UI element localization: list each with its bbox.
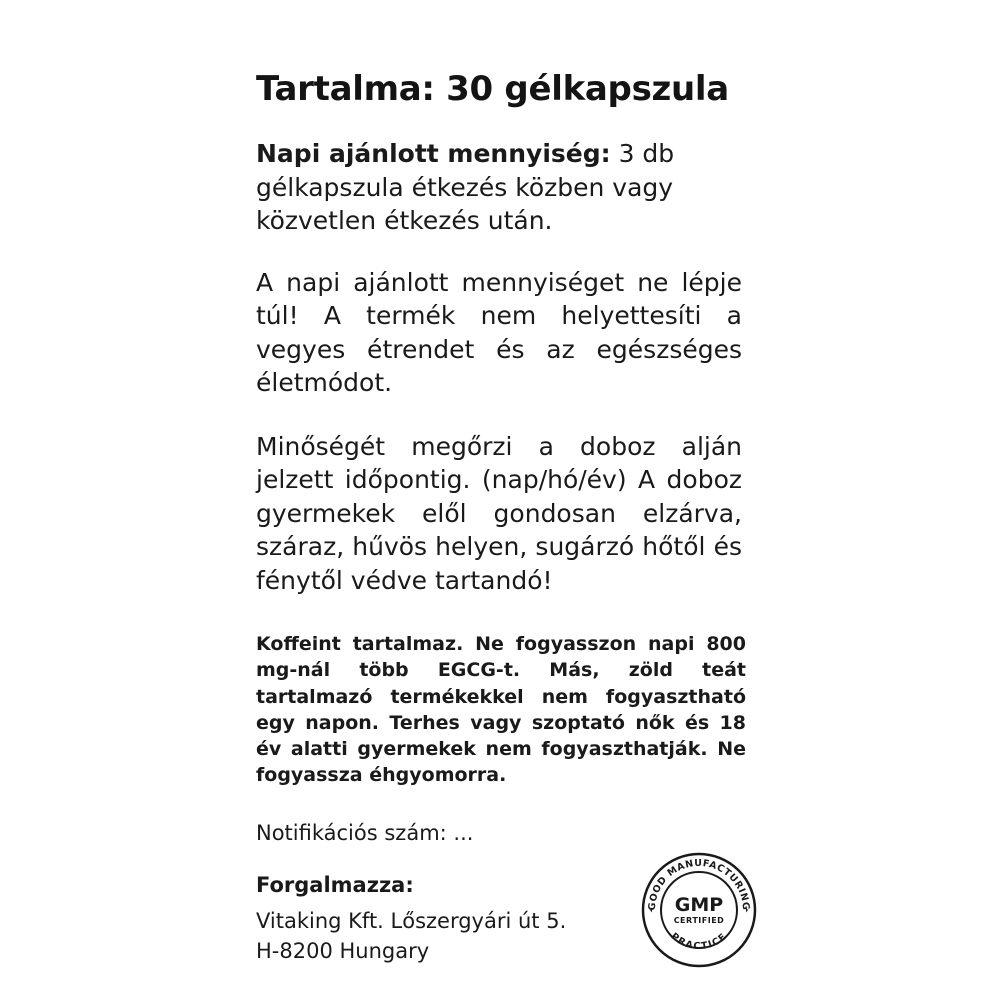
svg-text:GMP: GMP bbox=[674, 894, 724, 916]
distributor-address-line-1: Vitaking Kft. Lőszergyári út 5. bbox=[256, 909, 567, 933]
svg-text:CERTIFIED: CERTIFIED bbox=[673, 916, 725, 925]
distributor-heading: Forgalmazza: bbox=[256, 872, 414, 897]
page-title: Tartalma: 30 gélkapszula bbox=[256, 69, 729, 109]
caffeine-warning: Koffeint tartalmaz. Ne fogyasszon napi 800 mg-nál több EGCG-t. Más, zöld teát tartalmazó termékekkel nem fogyasztható egy napon. Terhes vagy szoptató nők és 18 év alatti gyermekek nem fogyaszthatják. Ne fogyassza éhgyomorra. bbox=[256, 633, 746, 787]
svg-text:PRACTICE: PRACTICE bbox=[668, 930, 730, 953]
gmp-certified-seal bbox=[641, 852, 757, 968]
paragraph-recommendation: A napi ajánlott mennyiséget ne lépje túl! A termék nem helyettesíti a vegyes étrendet és az egészséges életmódot. bbox=[256, 267, 742, 398]
dosage-text bbox=[256, 137, 756, 238]
dosage-label: Napi ajánlott mennyiség: bbox=[256, 139, 611, 169]
svg-text:GOOD MANUFACTURING: GOOD MANUFACTURING bbox=[646, 857, 752, 911]
notification-number: Notifikációs szám: ... bbox=[256, 821, 474, 846]
distributor-address-line-2: H-8200 Hungary bbox=[256, 938, 430, 963]
paragraph-storage: Minőségét megőrzi a doboz alján jelzett időpontig. (nap/hó/év) A doboz gyermekek elől gondosan elzárva, száraz, hűvös helyen, sugárzó hőtől és fénytől védve tartandó! bbox=[256, 431, 742, 595]
product-label-panel bbox=[256, 70, 756, 967]
dosage-value: 3 db gélkapszula étkezés közben vagy közvetlen étkezés után. bbox=[256, 139, 675, 236]
